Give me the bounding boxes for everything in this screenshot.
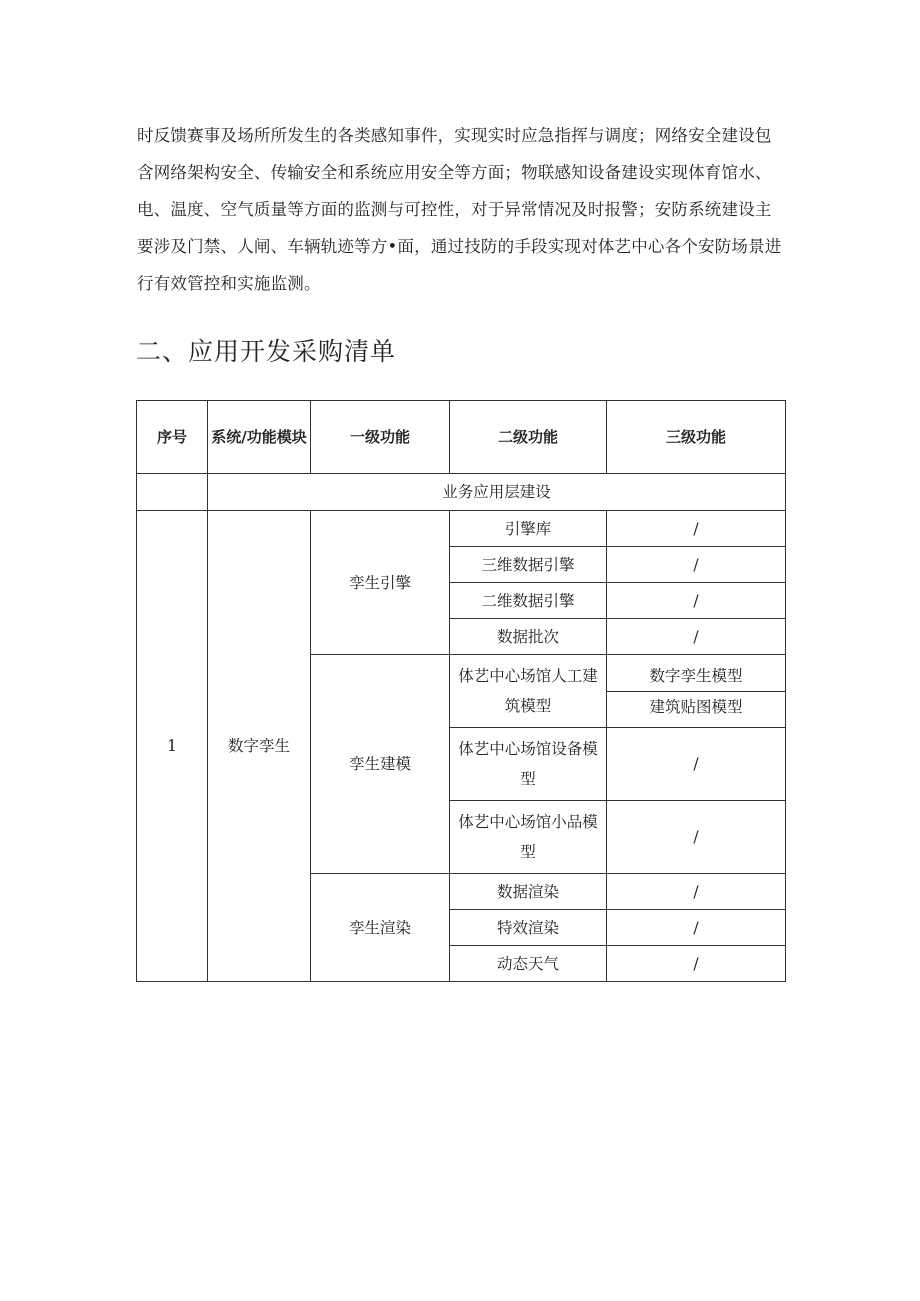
intro-line: 电、温度、空气质量等方面的监测与可控性，对于异常情况及时报警；安防系统建设主 [137, 200, 772, 219]
header-level3: 三级功能 [607, 401, 786, 474]
intro-line: 含网络架构安全、传输安全和系统应用安全等方面；物联感知设备建设实现体育馆水、 [137, 163, 772, 182]
cell-level2: 三维数据引擎 [450, 547, 607, 583]
header-seq: 序号 [137, 401, 208, 474]
cell-seq: 1 [137, 511, 208, 982]
section-heading: 二、应用开发采购清单 [136, 337, 397, 366]
section-row-title: 业务应用层建设 [208, 474, 786, 511]
cell-level2: 数据渲染 [450, 874, 607, 910]
cell-level1: 孪生引擎 [311, 511, 450, 655]
intro-line: 时反馈赛事及场所所发生的各类感知事件，实现实时应急指挥与调度；网络安全建设包 [137, 126, 772, 145]
cell-level3: / [607, 619, 786, 655]
cell-level2: 引擎库 [450, 511, 607, 547]
intro-line: 行有效管控和实施监测。 [137, 274, 321, 293]
table-header-row [137, 401, 786, 474]
cell-level3: / [607, 511, 786, 547]
cell-level2: 动态天气 [450, 946, 607, 982]
cell-level3: / [607, 874, 786, 910]
cell-level1: 孪生建模 [311, 655, 450, 874]
cell-level2: 数据批次 [450, 619, 607, 655]
cell-level3: / [607, 801, 786, 874]
cell-level2: 特效渲染 [450, 910, 607, 946]
cell-level3: / [607, 946, 786, 982]
section-row-empty-cell [137, 474, 208, 511]
cell-level2: 二维数据引擎 [450, 583, 607, 619]
header-level1: 一级功能 [311, 401, 450, 474]
header-module: 系统/功能模块 [208, 401, 311, 474]
cell-module: 数字孪生 [208, 511, 311, 982]
cell-level1: 孪生渲染 [311, 874, 450, 982]
cell-level3-sub: 建筑贴图模型 [607, 691, 785, 722]
intro-paragraph [137, 117, 785, 302]
cell-level3-stacked [607, 655, 786, 728]
cell-level3: / [607, 728, 786, 801]
cell-level2: 体艺中心场馆设备模型 [450, 728, 607, 801]
table-row [137, 511, 786, 547]
cell-level3: / [607, 583, 786, 619]
cell-level2: 体艺中心场馆小品模型 [450, 801, 607, 874]
procurement-table [136, 400, 786, 982]
header-level2: 二级功能 [450, 401, 607, 474]
cell-level3-sub: 数字孪生模型 [649, 666, 743, 685]
cell-level3: / [607, 910, 786, 946]
section-row [137, 474, 786, 511]
intro-line: 要涉及门禁、人闸、车辆轨迹等方•面，通过技防的手段实现对体艺中心各个安防场景进 [137, 237, 782, 256]
cell-level3: / [607, 547, 786, 583]
cell-level2: 体艺中心场馆人工建筑模型 [450, 655, 607, 728]
